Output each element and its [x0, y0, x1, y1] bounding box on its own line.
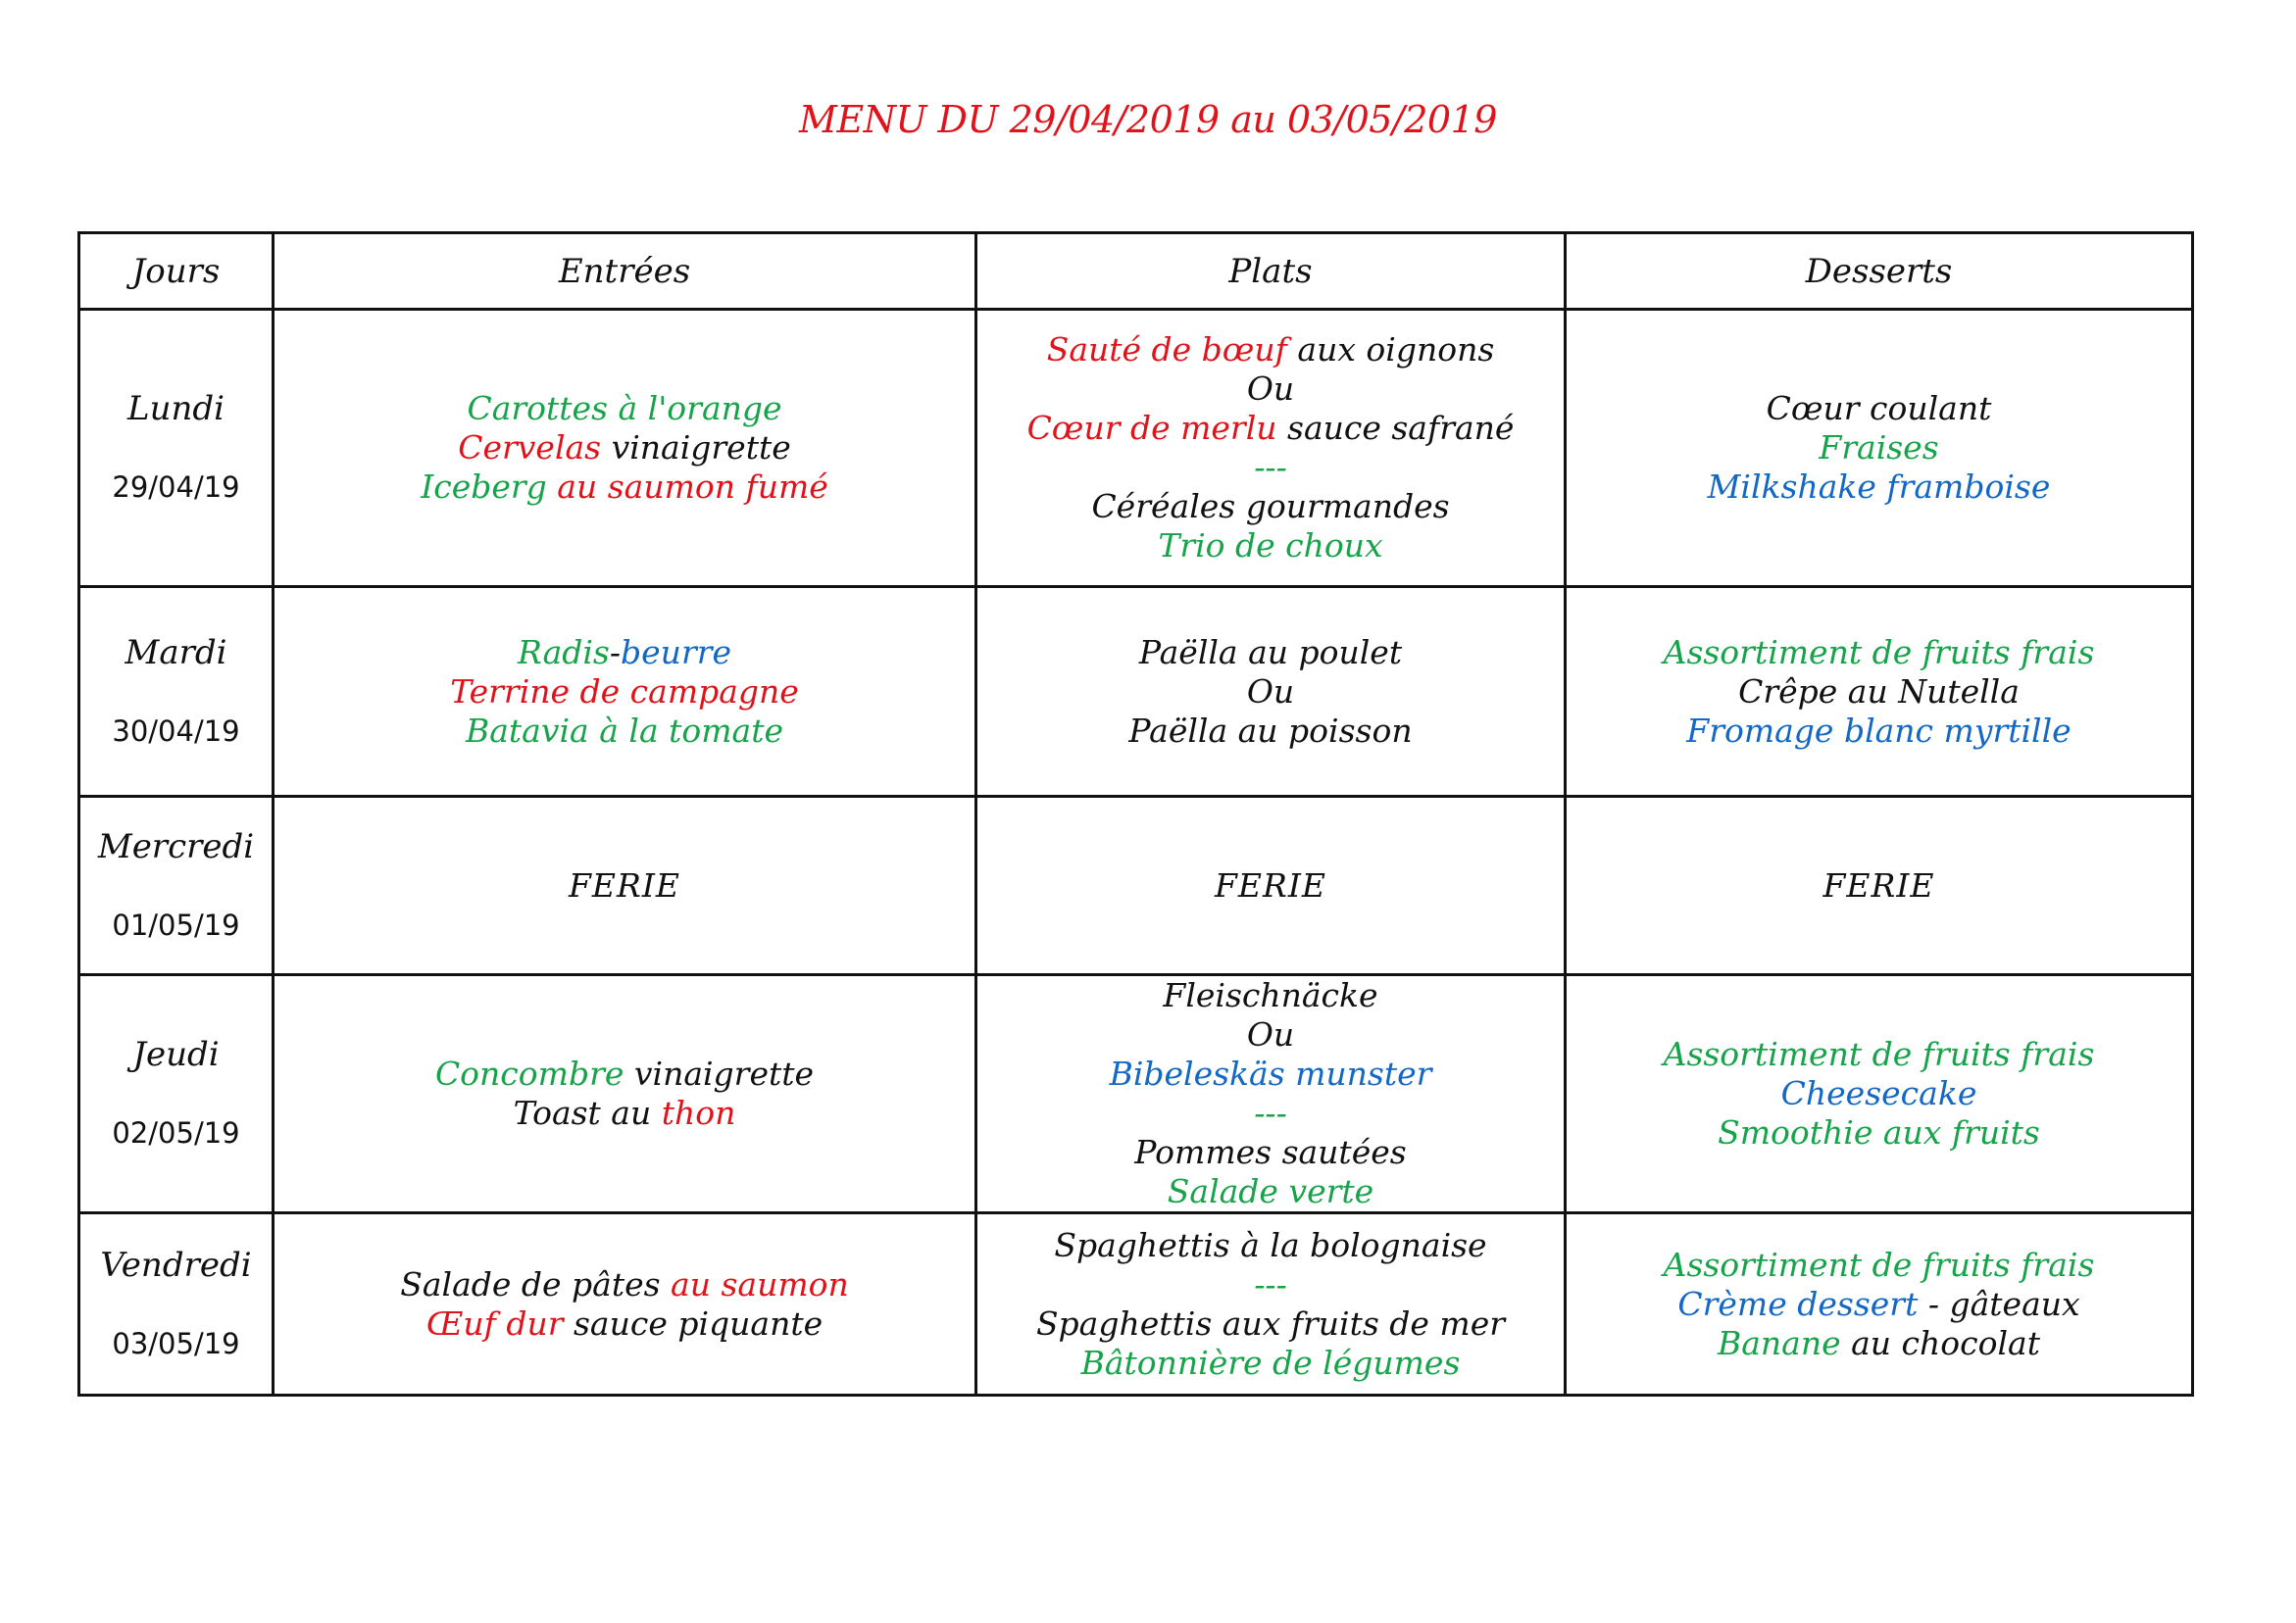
- menu-text: sauce safrané: [1276, 409, 1515, 447]
- starters-cell: [274, 310, 976, 587]
- menu-text: Fraises: [1819, 428, 1939, 467]
- menu-line: [977, 487, 1564, 526]
- menu-text: aux oignons: [1286, 330, 1495, 369]
- menu-text: vinaigrette: [624, 1055, 815, 1093]
- menu-text: Pommes sautées: [1134, 1133, 1407, 1171]
- menu-text: Fromage blanc myrtille: [1686, 711, 2071, 750]
- menu-text: Cœur de merlu: [1026, 409, 1277, 447]
- menu-text: -: [609, 632, 622, 671]
- menu-text: Bibeleskäs munster: [1109, 1055, 1432, 1093]
- menu-text: beurre: [621, 632, 732, 671]
- menu-text: Ou: [1246, 369, 1295, 408]
- day-cell: [79, 587, 274, 797]
- day-cell: [79, 1213, 274, 1396]
- menu-line: [1567, 1113, 2191, 1153]
- desserts-cell: [1566, 587, 2193, 797]
- menu-line: [1567, 866, 2191, 906]
- menu-line: [275, 633, 974, 672]
- menu-line: [275, 866, 974, 906]
- mains-cell: [976, 975, 1566, 1213]
- menu-text: Paëlla au poulet: [1138, 632, 1403, 671]
- day-date: 02/05/19: [112, 1116, 240, 1150]
- menu-text: Ou: [1246, 671, 1295, 711]
- day-date: 03/05/19: [112, 1326, 240, 1360]
- menu-line: [977, 712, 1564, 751]
- day-date: 01/05/19: [112, 908, 240, 942]
- menu-text: Smoothie aux fruits: [1718, 1113, 2040, 1152]
- menu-line: [977, 976, 1564, 1015]
- header-starters: Entrées: [274, 233, 976, 310]
- day-row: [79, 310, 2193, 587]
- menu-line: [977, 526, 1564, 566]
- menu-text: Trio de choux: [1158, 526, 1383, 565]
- menu-line: [275, 672, 974, 712]
- starters-cell: [274, 1213, 976, 1396]
- menu-line: [1567, 712, 2191, 751]
- menu-text: Crêpe au Nutella: [1738, 671, 2020, 711]
- menu-line: [977, 1015, 1564, 1055]
- menu-line: [977, 1344, 1564, 1383]
- day-cell: [79, 975, 274, 1213]
- day-row: [79, 1213, 2193, 1396]
- header-days: Jours: [79, 233, 274, 310]
- menu-line: [1567, 1246, 2191, 1285]
- menu-text: Cheesecake: [1780, 1074, 1977, 1112]
- mains-cell: [976, 1213, 1566, 1396]
- header-row: [79, 233, 2193, 310]
- page-title: MENU DU 29/04/2019 au 03/05/2019: [799, 98, 1497, 141]
- menu-text: Paëlla au poisson: [1128, 711, 1413, 750]
- desserts-cell: [1566, 1213, 2193, 1396]
- header-desserts: Desserts: [1566, 233, 2193, 310]
- menu-line: [977, 672, 1564, 712]
- menu-text: Bâtonnière de légumes: [1080, 1343, 1461, 1382]
- menu-line: [977, 1265, 1564, 1304]
- menu-text: sauce piquante: [563, 1303, 824, 1343]
- menu-line: [1567, 1324, 2191, 1363]
- menu-line: [1567, 1074, 2191, 1113]
- starters-cell: [274, 975, 976, 1213]
- day-cell: [79, 310, 274, 587]
- menu-text: au saumon: [671, 1264, 849, 1303]
- menu-text: Ou: [1246, 1015, 1295, 1054]
- menu-line: [977, 330, 1564, 369]
- menu-text: au saumon fumé: [557, 467, 828, 506]
- menu-line: [275, 389, 974, 428]
- menu-line: [977, 633, 1564, 672]
- header-mains: Plats: [976, 233, 1566, 310]
- menu-text: Toast au: [513, 1094, 662, 1132]
- menu-line: [977, 1055, 1564, 1094]
- menu-line: [275, 467, 974, 507]
- menu-text: Banane: [1718, 1323, 1841, 1362]
- menu-line: [1567, 428, 2191, 467]
- menu-line: [977, 1172, 1564, 1211]
- desserts-cell: [1566, 975, 2193, 1213]
- menu-text: Céréales gourmandes: [1091, 487, 1450, 525]
- day-name: Jeudi: [132, 1035, 220, 1074]
- menu-text: Batavia à la tomate: [466, 711, 783, 750]
- menu-text: FERIE: [569, 865, 680, 905]
- menu-line: [977, 369, 1564, 409]
- day-row: [79, 975, 2193, 1213]
- menu-line: [1567, 672, 2191, 712]
- day-cell: [79, 797, 274, 975]
- menu-text: Salade verte: [1167, 1172, 1374, 1210]
- menu-text: Cervelas: [458, 428, 602, 467]
- menu-line: [275, 428, 974, 467]
- menu-line: [275, 712, 974, 751]
- day-date: 30/04/19: [112, 713, 240, 748]
- menu-text: Sauté de bœuf: [1046, 330, 1287, 369]
- menu-text: Salade de pâtes: [400, 1264, 672, 1303]
- menu-text: au chocolat: [1840, 1323, 2040, 1362]
- menu-line: [1567, 1285, 2191, 1324]
- menu-text: Fleischnäcke: [1163, 976, 1378, 1014]
- menu-text: - gâteaux: [1918, 1284, 2080, 1323]
- menu-line: [275, 1055, 974, 1094]
- day-date: 29/04/19: [112, 470, 240, 504]
- menu-text: Assortiment de fruits frais: [1663, 1245, 2095, 1284]
- menu-text: ---: [1254, 448, 1287, 486]
- menu-line: [1567, 467, 2191, 507]
- menu-text: Cœur coulant: [1766, 389, 1992, 427]
- day-name: Vendredi: [100, 1245, 252, 1285]
- day-name: Mercredi: [97, 826, 255, 866]
- menu-text: Crème dessert: [1677, 1284, 1919, 1323]
- menu-line: [977, 448, 1564, 487]
- day-name: Lundi: [126, 389, 225, 428]
- menu-line: [1567, 1035, 2191, 1074]
- menu-line: [977, 1226, 1564, 1265]
- day-row: [79, 797, 2193, 975]
- menu-text: Radis: [517, 632, 610, 671]
- menu-text: FERIE: [1215, 865, 1326, 905]
- menu-text: Assortiment de fruits frais: [1663, 1035, 2095, 1073]
- desserts-cell: [1566, 797, 2193, 975]
- menu-line: [977, 866, 1564, 906]
- menu-line: [1567, 633, 2191, 672]
- menu-table: [77, 231, 2194, 1397]
- menu-line: [977, 1133, 1564, 1172]
- menu-line: [275, 1265, 974, 1304]
- menu-line: [1567, 389, 2191, 428]
- starters-cell: [274, 587, 976, 797]
- mains-cell: [976, 310, 1566, 587]
- menu-text: ---: [1254, 1264, 1287, 1303]
- menu-text: Terrine de campagne: [450, 671, 799, 711]
- menu-line: [977, 1094, 1564, 1133]
- starters-cell: [274, 797, 976, 975]
- day-row: [79, 587, 2193, 797]
- menu-text: Iceberg: [421, 467, 558, 506]
- desserts-cell: [1566, 310, 2193, 587]
- menu-text: FERIE: [1822, 865, 1935, 905]
- day-name: Mardi: [125, 632, 227, 672]
- menu-text: Carottes à l'orange: [467, 389, 782, 427]
- mains-cell: [976, 797, 1566, 975]
- menu-text: vinaigrette: [601, 428, 791, 467]
- menu-text: Concombre: [434, 1055, 624, 1093]
- mains-cell: [976, 587, 1566, 797]
- menu-line: [977, 409, 1564, 448]
- menu-line: [275, 1094, 974, 1133]
- menu-text: Assortiment de fruits frais: [1663, 632, 2095, 671]
- menu-line: [275, 1304, 974, 1344]
- menu-text: Milkshake framboise: [1707, 467, 2051, 506]
- menu-text: ---: [1254, 1094, 1287, 1132]
- menu-line: [977, 1304, 1564, 1344]
- menu-text: Œuf dur: [425, 1303, 564, 1343]
- menu-text: Spaghettis à la bolognaise: [1054, 1225, 1487, 1264]
- menu-text: thon: [661, 1094, 736, 1132]
- menu-text: Spaghettis aux fruits de mer: [1035, 1303, 1506, 1343]
